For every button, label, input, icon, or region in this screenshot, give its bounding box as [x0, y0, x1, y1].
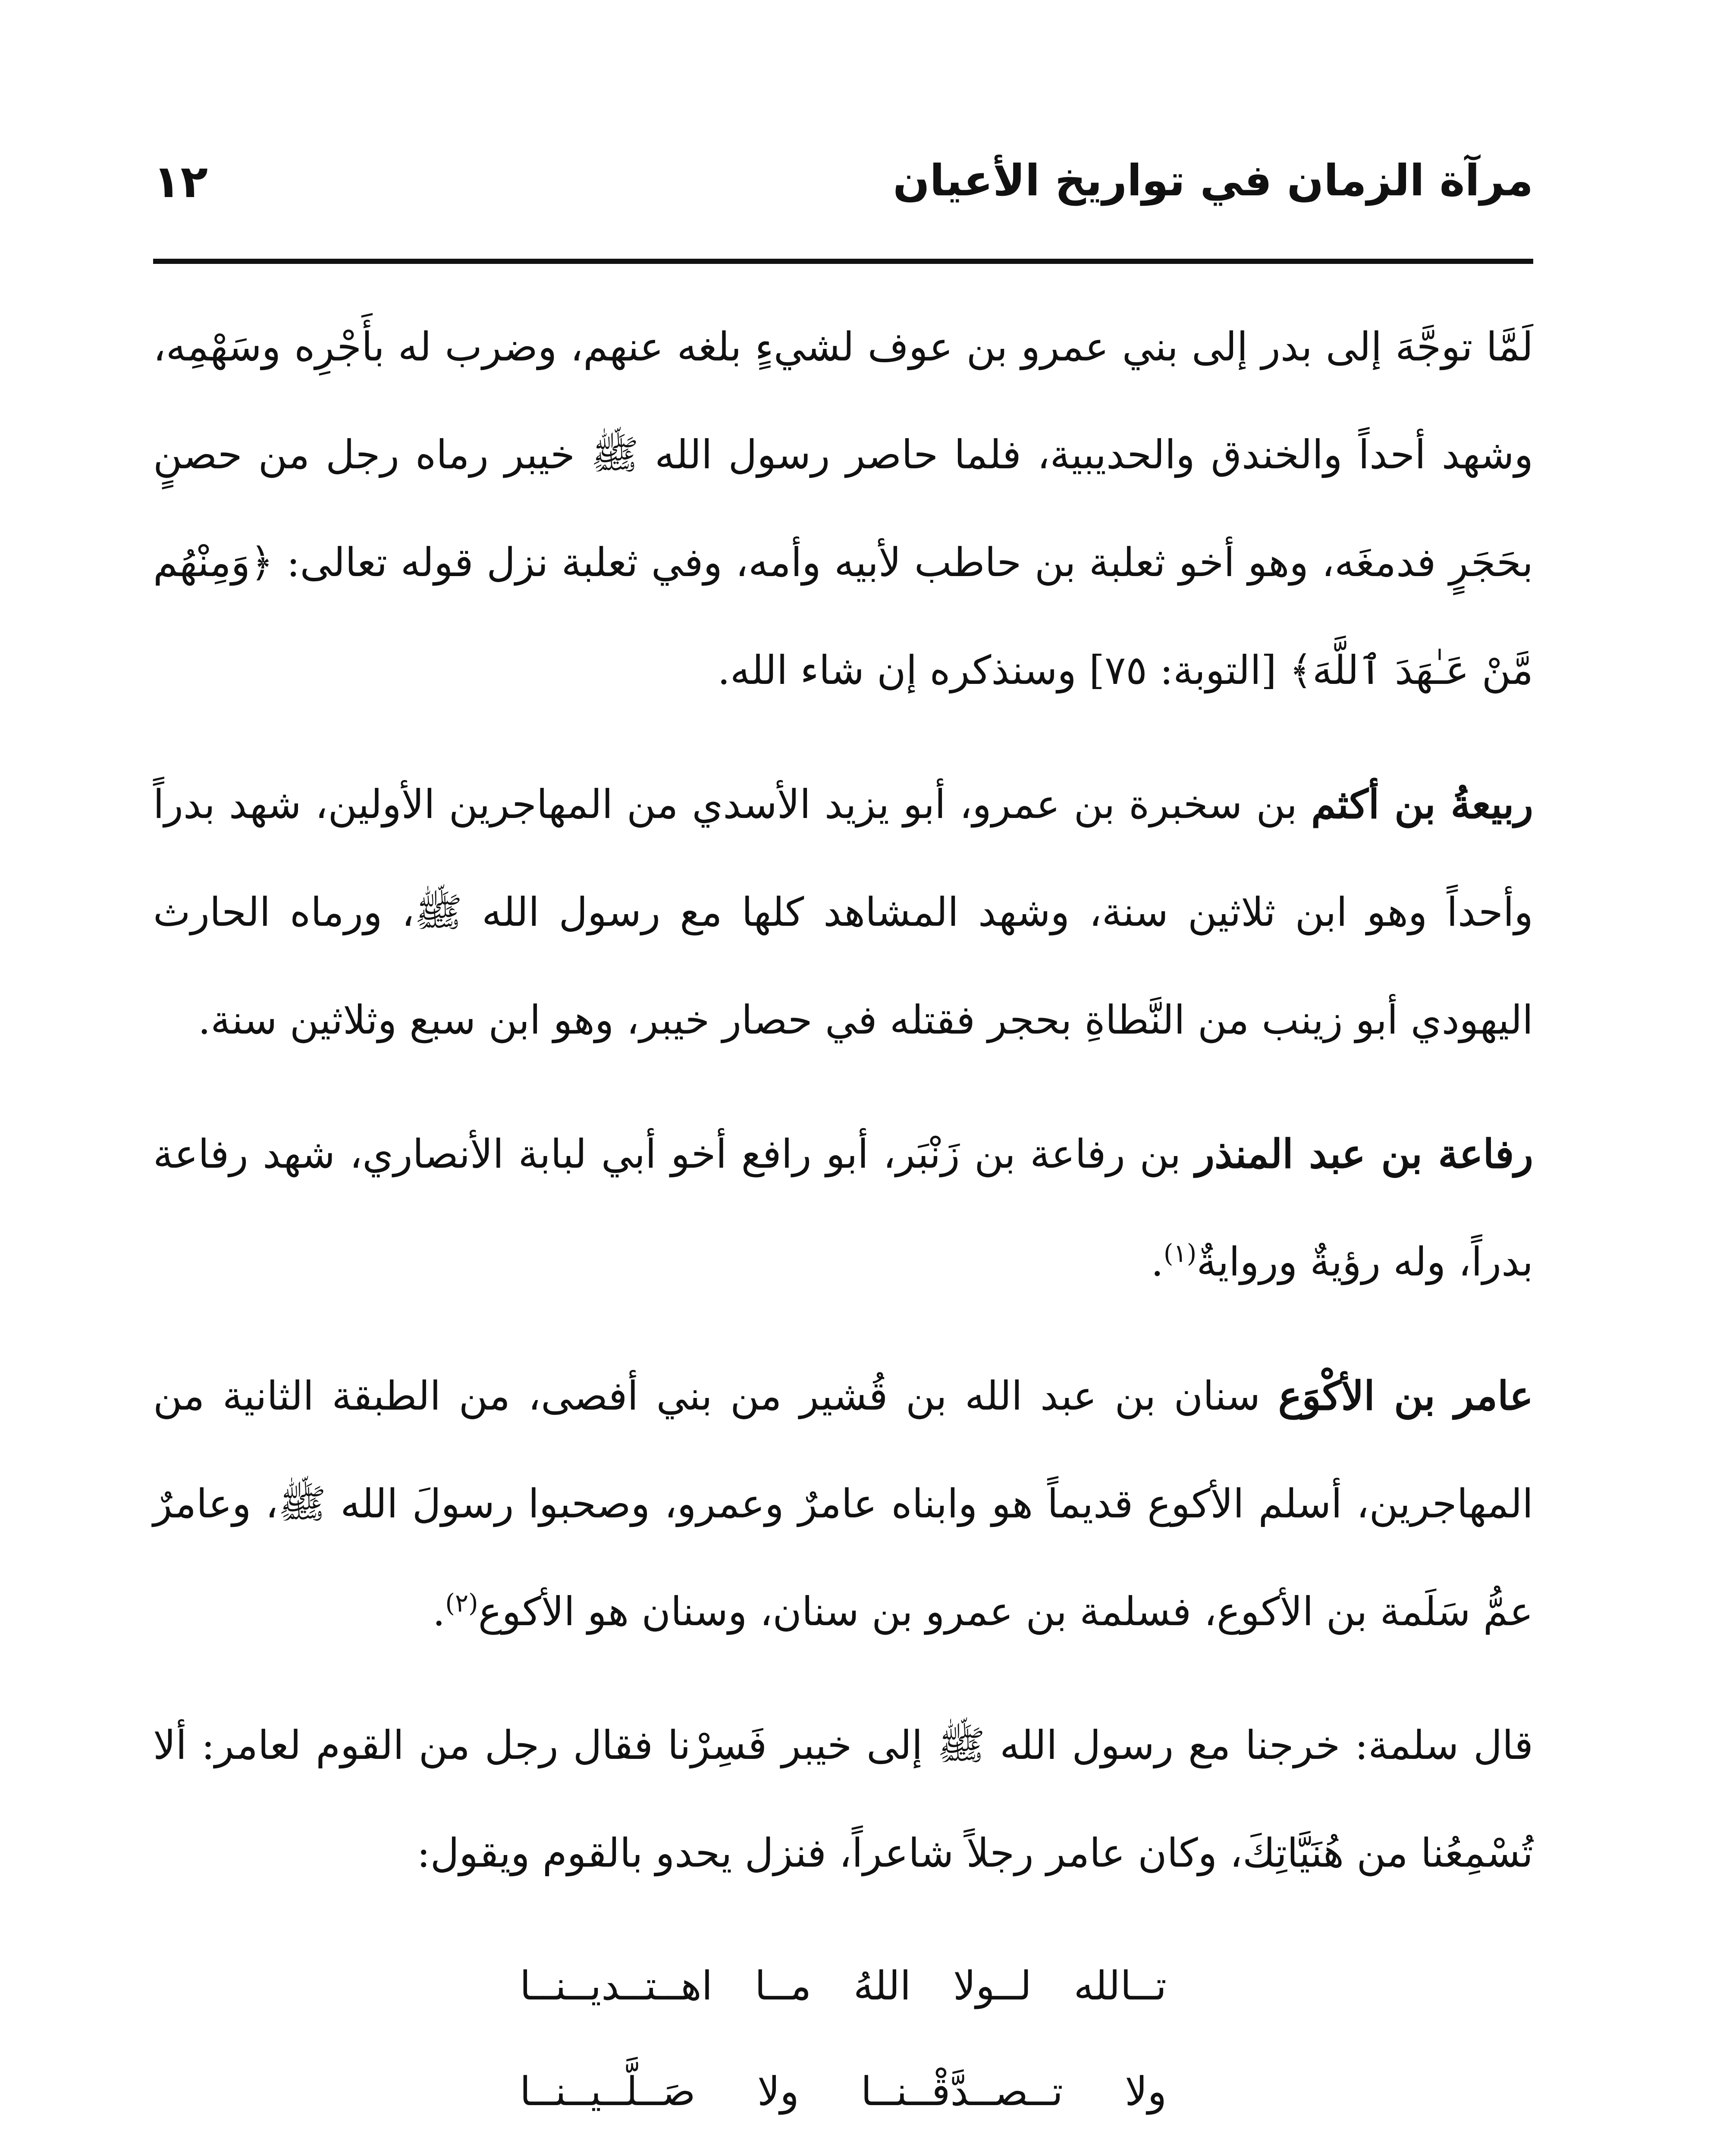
entry-name-rabia: ربيعةُ بن أكثم — [1311, 781, 1533, 827]
footnote-ref-2[interactable]: (٢) — [445, 1588, 478, 1618]
entry-end-amir: . — [433, 1589, 446, 1635]
entry-text-rabia: بن سخبرة بن عمرو، أبو يزيد الأسدي من المهاجرين الأولين، شهد بدراً وأحداً وهو ابن ثلاثين سنة، وشهد المشاهد كلها مع رسول الله ﷺ، ورماه الحارث اليهودي أبو زينب من النَّطاةِ بحجر فقتله في حصار خيبر، وهو ابن سبع وثلاثين سنة. — [153, 781, 1533, 1043]
running-header — [153, 129, 1533, 264]
paragraph-1: لَمَّا توجَّهَ إلى بدر إلى بني عمرو بن عوف لشيءٍ بلغه عنهم، وضرب له بأَجْرِه وسَهْمِه، وشهد أحداً والخندق والحديبية، فلما حاصر رسول الله ﷺ خيبر رماه رجل من حصنٍ بحَجَرٍ فدمغَه، وهو أخو ثعلبة بن حاطب لأبيه وأمه، وفي ثعلبة نزل قوله تعالى: ﴿وَمِنْهُم مَّنْ عَـٰهَدَ ٱللَّهَ﴾ [التوبة: ٧٥] وسنذكره إن شاء الله. — [153, 324, 1533, 693]
entry-end-rifaa: . — [1151, 1239, 1164, 1285]
entry-name-amir: عامر بن الأكْوَع — [1278, 1373, 1533, 1419]
poem-line: تــالله لــولا اللهُ مــا اهــتــديــنــا — [520, 1963, 1167, 2009]
poem — [520, 1933, 1167, 2156]
paragraph-amir — [153, 1342, 1533, 1666]
entry-name-rifaa: رفاعة بن عبد المنذر — [1195, 1131, 1533, 1177]
poem-line — [520, 2144, 1167, 2156]
page — [153, 129, 1533, 2156]
main-text — [153, 293, 1533, 2156]
entry-text-amir: سنان بن عبد الله بن قُشير من بني أفصى، من الطبقة الثانية من المهاجرين، أسلم الأكوع قديماً هو وابناه عامرٌ وعمرو، وصحبوا رسولَ الله ﷺ، وعامرٌ عمُّ سَلَمة بن الأكوع، فسلمة بن عمرو بن سنان، وسنان هو الأكوع — [153, 1373, 1533, 1635]
poem-line: ولا تــصــدَّقْــنــا ولا صَــلَّــيــنــا — [520, 2068, 1167, 2115]
paragraph-rabia — [153, 750, 1533, 1074]
paragraph-salama: قال سلمة: خرجنا مع رسول الله ﷺ إلى خيبر فَسِرْنا فقال رجل من القوم لعامر: ألا تُسْمِعُنا من هُنَيَّاتِكَ، وكان عامر رجلاً شاعراً، فنزل يحدو بالقوم ويقول: — [153, 1722, 1533, 1876]
book-title: مرآة الزمان في تواريخ الأعيان — [893, 155, 1533, 206]
entry-text-rifaa: بن رفاعة بن زَنْبَر، أبو رافع أخو أبي لبابة الأنصاري، شهد رفاعة بدراً، وله رؤيةٌ وروايةٌ — [153, 1131, 1533, 1285]
footnote-ref-1[interactable]: (١) — [1163, 1238, 1197, 1268]
page-number: ١٢ — [153, 155, 208, 208]
paragraph-rifaa — [153, 1100, 1533, 1316]
